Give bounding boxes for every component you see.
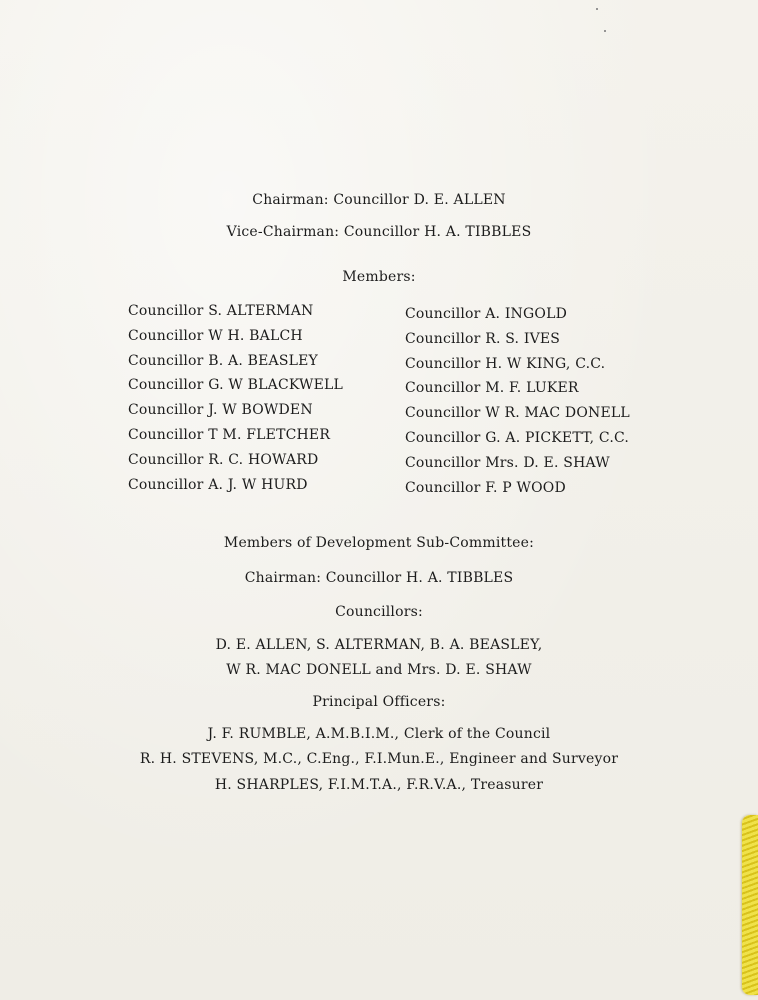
member-name: Councillor R. S. IVES <box>405 330 561 347</box>
members-list-right <box>405 302 630 500</box>
committee-chairman: Chairman: Councillor D. E. ALLEN <box>252 192 506 208</box>
member-name: Councillor F. P WOOD <box>405 479 566 496</box>
binding-tassel <box>742 815 758 995</box>
member-name: Councillor Mrs. D. E. SHAW <box>405 454 610 471</box>
member-name: Councillor W H. BALCH <box>128 327 303 344</box>
members-list-left <box>128 299 343 497</box>
sub-committee-councillors-heading: Councillors: <box>335 604 423 620</box>
member-name: Councillor T M. FLETCHER <box>128 426 331 443</box>
paper-speck <box>596 8 598 10</box>
member-name: Councillor B. A. BEASLEY <box>128 352 318 369</box>
member-name: Councillor A. J. W HURD <box>128 476 308 493</box>
paper-speck <box>604 30 606 32</box>
sub-committee-councillors-line: D. E. ALLEN, S. ALTERMAN, B. A. BEASLEY, <box>215 637 543 653</box>
committee-vice-chairman: Vice-Chairman: Councillor H. A. TIBBLES <box>226 224 532 240</box>
member-name: Councillor S. ALTERMAN <box>128 303 314 319</box>
member-name: Councillor G. A. PICKETT, C.C. <box>405 429 630 446</box>
sub-committee-councillors-line: W R. MAC DONELL and Mrs. D. E. SHAW <box>226 662 532 678</box>
sub-committee-heading: Members of Development Sub-Committee: <box>223 535 535 551</box>
members-heading: Members: <box>342 269 416 285</box>
member-name: Councillor M. F. LUKER <box>405 380 579 397</box>
principal-officer: J. F. RUMBLE, A.M.B.I.M., Clerk of the Council <box>207 726 551 742</box>
principal-officers-heading: Principal Officers: <box>312 694 446 710</box>
sub-committee-chairman: Chairman: Councillor H. A. TIBBLES <box>244 570 514 586</box>
member-name: Councillor H. W KING, C.C. <box>405 355 606 372</box>
member-name: Councillor R. C. HOWARD <box>128 451 319 468</box>
member-name: Councillor J. W BOWDEN <box>128 402 313 419</box>
member-name: Councillor A. INGOLD <box>405 306 567 322</box>
member-name: Councillor G. W BLACKWELL <box>128 377 344 394</box>
principal-officer: R. H. STEVENS, M.C., C.Eng., F.I.Mun.E., Engineer and Surveyor <box>139 751 619 767</box>
member-name: Councillor W R. MAC DONELL <box>405 405 630 422</box>
principal-officer: H. SHARPLES, F.I.M.T.A., F.R.V.A., Treasurer <box>214 777 544 793</box>
